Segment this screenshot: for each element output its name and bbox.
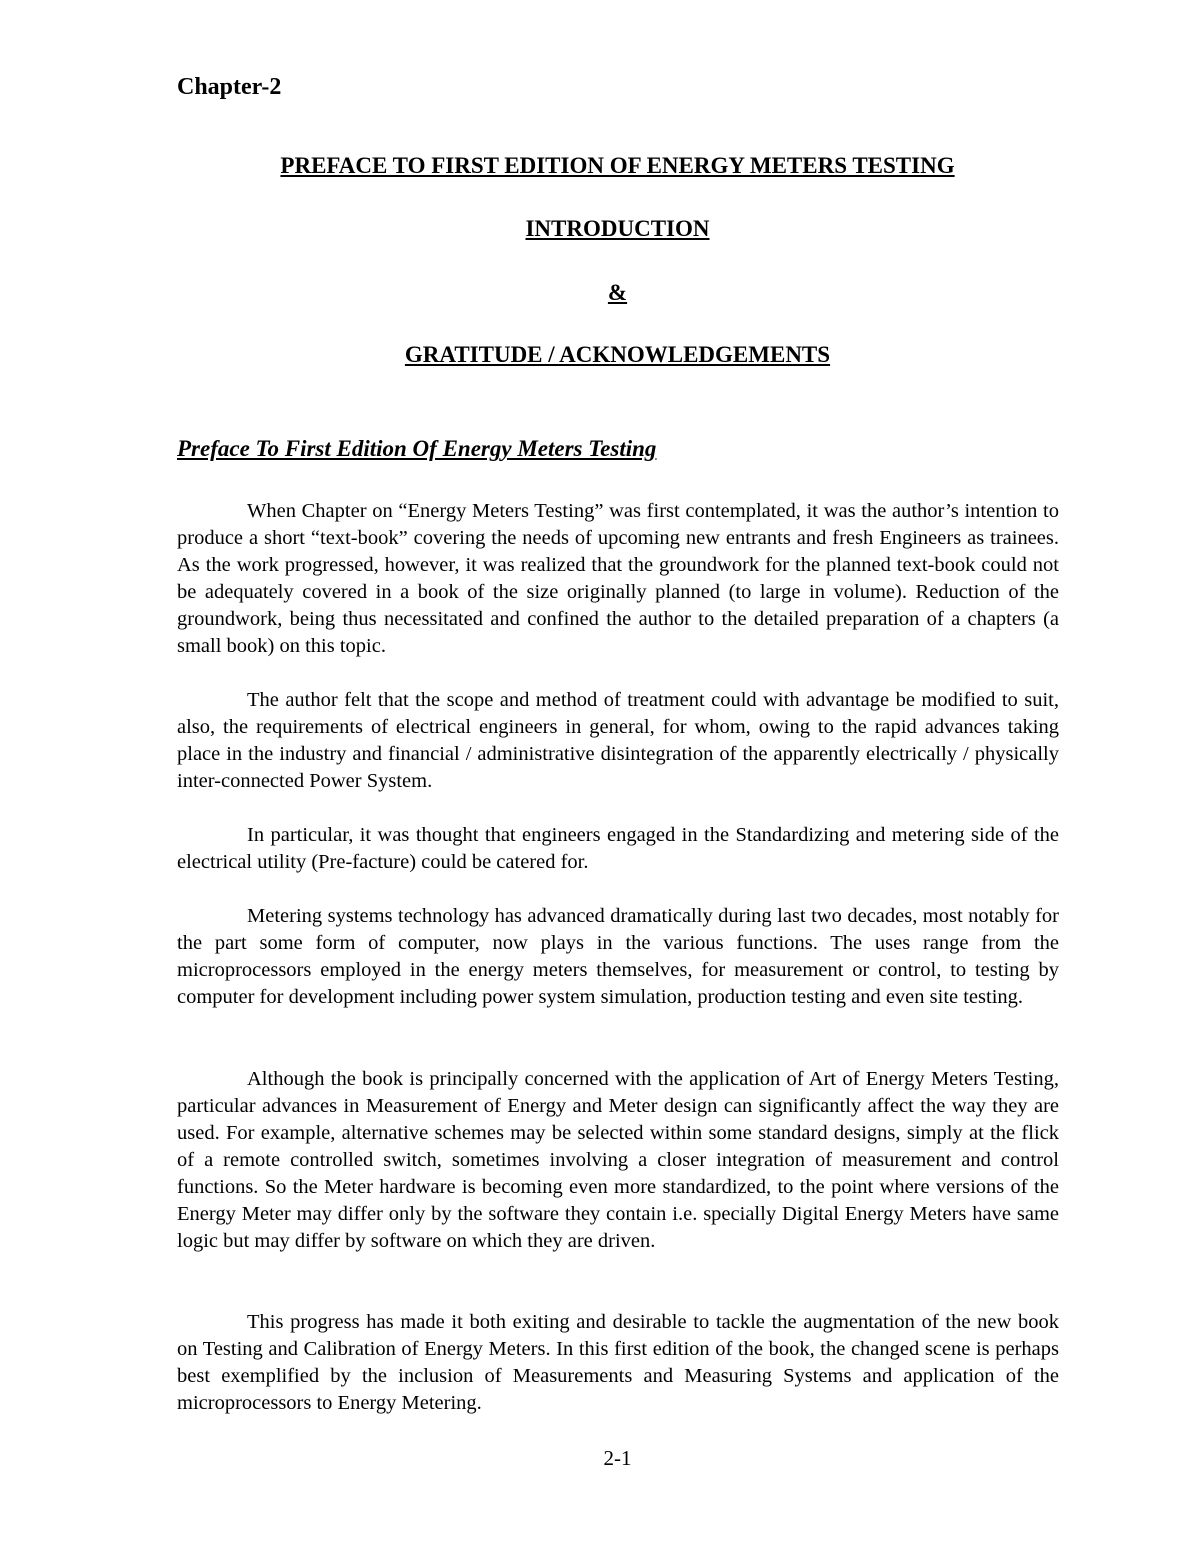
- paragraph: The author felt that the scope and method of treatment could with advantage be modified to suit, also, the requirements of electrical engineers in general, for whom, owing to the rapid advances taking place in the industry and financial / administrative disintegration of the apparently electrically / physically inter-connected Power System.: [177, 689, 1059, 792]
- paragraph: Metering systems technology has advanced dramatically during last two decades, most notably for the part some form of computer, now plays in the various functions. The uses range from the microprocessors employed in the energy meters themselves, for measurement or control, to testing by computer for development including power system simulation, production testing and even site testing.: [177, 905, 1059, 1008]
- heading-ampersand: &: [607, 280, 628, 305]
- paragraph: This progress has made it both exiting and desirable to tackle the augmentation of the new book on Testing and Calibration of Energy Meters. In this first edition of the book, the changed scene is perhaps best exemplified by the inclusion of Measurements and Measuring Systems and application of the microprocessors to Energy Metering.: [177, 1311, 1059, 1414]
- paragraph: When Chapter on “Energy Meters Testing” was first contemplated, it was the author’s intention to produce a short “text-book” covering the needs of upcoming new entrants and fresh Engineers as trainees. As the work progressed, however, it was realized that the groundwork for the planned text-book could not be adequately covered in a book of the size originally planned (to large in volume). Reduction of the groundwork, being thus necessitated and confined the author to the detailed preparation of a chapters (a small book) on this topic.: [177, 500, 1059, 657]
- heading-introduction: INTRODUCTION: [525, 216, 710, 241]
- section-title: Preface To First Edition Of Energy Meters Testing: [177, 436, 657, 461]
- main-heading-preface: PREFACE TO FIRST EDITION OF ENERGY METERS TESTING: [280, 153, 955, 178]
- paragraph: Although the book is principally concerned with the application of Art of Energy Meters Testing, particular advances in Measurement of Energy and Meter design can significantly affect the way they are used. For example, alternative schemes may be selected within some standard designs, simply at the flick of a remote controlled switch, sometimes involving a closer integration of measurement and control functions. So the Meter hardware is becoming even more standardized, to the point where versions of the Energy Meter may differ only by the software they contain i.e. specially Digital Energy Meters have same logic but may differ by software on which they are driven.: [177, 1068, 1059, 1252]
- chapter-label: Chapter-2: [177, 74, 282, 100]
- heading-gratitude: GRATITUDE / ACKNOWLEDGEMENTS: [404, 342, 831, 367]
- page-number: 2-1: [603, 1446, 632, 1470]
- paragraph: In particular, it was thought that engineers engaged in the Standardizing and metering side of the electrical utility (Pre-facture) could be catered for.: [177, 824, 1059, 873]
